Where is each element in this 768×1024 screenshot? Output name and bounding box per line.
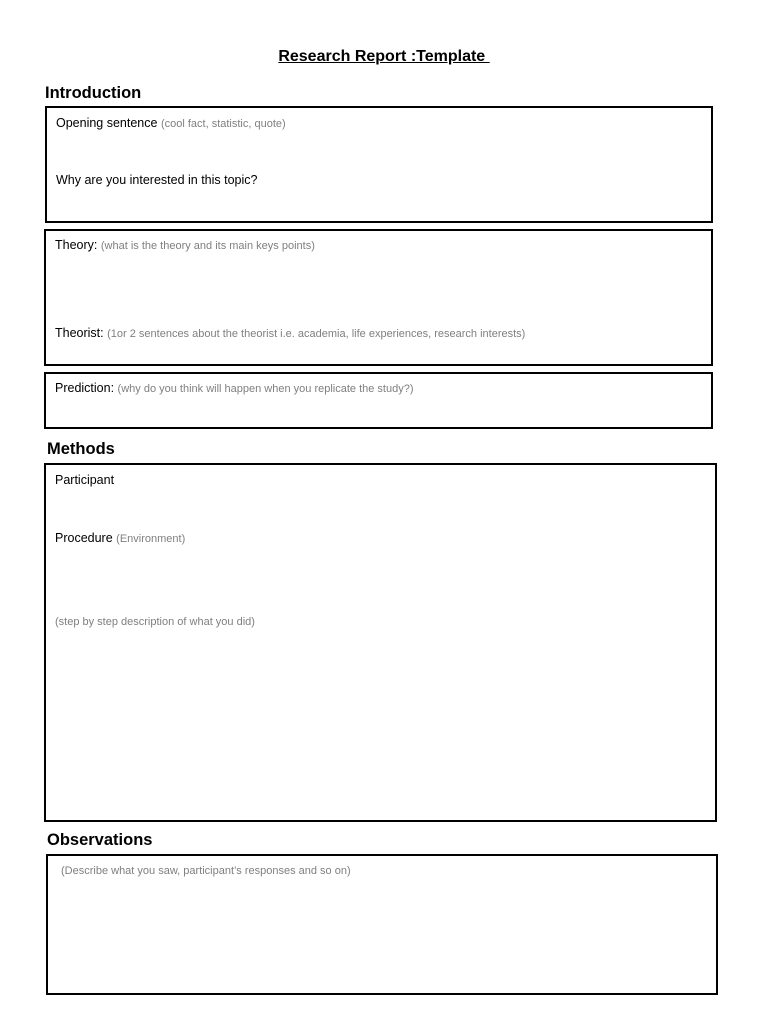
interest-line: [56, 172, 258, 188]
prediction-line: [55, 380, 414, 397]
theorist-hint: (1or 2 sentences about the theorist i.e. academia, life experiences, research interests): [107, 328, 526, 340]
prediction-box[interactable]: [44, 372, 713, 429]
steps-hint: (step by step description of what you did): [55, 616, 255, 628]
theory-hint: (what is the theory and its main keys points): [100, 240, 315, 252]
opening-sentence-line: [56, 115, 286, 132]
participant-line: [55, 472, 114, 488]
procedure-hint: (Environment): [116, 533, 186, 545]
prediction-hint: (why do you think will happen when you replicate the study?): [117, 383, 414, 395]
theorist-line: [55, 325, 525, 342]
steps-line: [55, 613, 255, 630]
introduction-heading: Introduction: [45, 84, 142, 102]
observations-hint: (Describe what you saw, participant’s responses and so on): [61, 865, 351, 877]
theory-line: [55, 237, 315, 254]
theory-label: Theory:: [55, 238, 98, 252]
observations-box[interactable]: [46, 854, 718, 995]
participant-label: Participant: [55, 473, 115, 487]
observations-line: [61, 862, 351, 879]
opening-sentence-hint: (cool fact, statistic, quote): [160, 118, 286, 130]
introduction-box[interactable]: [45, 106, 713, 223]
interest-label: Why are you interested in this topic?: [56, 173, 258, 187]
procedure-label: Procedure: [55, 531, 113, 545]
opening-sentence-label: Opening sentence: [56, 116, 158, 130]
observations-heading: Observations: [47, 831, 153, 849]
procedure-line: [55, 530, 185, 547]
methods-box[interactable]: [44, 463, 717, 822]
theory-box[interactable]: [44, 229, 713, 366]
document-title: Research Report :Template: [278, 48, 490, 65]
theorist-label: Theorist:: [55, 326, 104, 340]
prediction-label: Prediction:: [55, 381, 115, 395]
methods-heading: Methods: [47, 440, 115, 458]
